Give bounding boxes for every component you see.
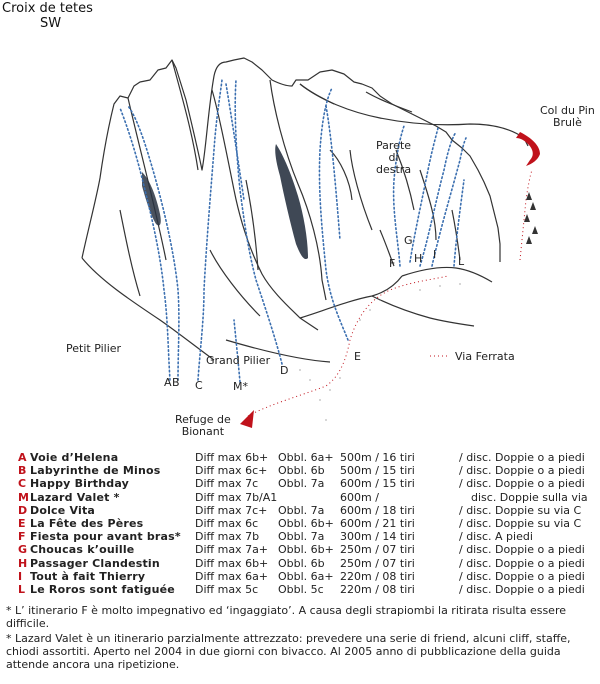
parete-label-3: destra xyxy=(376,163,412,176)
route-letter: M xyxy=(18,490,29,504)
route-marker-f: F xyxy=(389,257,396,270)
route-name: La Fête des Pères xyxy=(30,516,144,530)
route-name: Passager Clandestin xyxy=(30,556,160,570)
route-diff: Diff max 7c+ xyxy=(195,503,268,517)
route-row xyxy=(14,557,600,570)
route-descent: / disc. Doppie o a piedi xyxy=(459,582,585,596)
route-line-e xyxy=(319,88,348,340)
route-diff: Diff max 6b+ xyxy=(195,556,269,570)
route-row xyxy=(14,517,600,530)
refuge-label-2: Bionant xyxy=(181,425,225,438)
route-diff: Diff max 6c+ xyxy=(195,464,268,478)
route-obbl: Obbl. 6a+ xyxy=(278,451,334,464)
parete-destra-label xyxy=(376,140,411,176)
route-letter: A xyxy=(18,451,27,464)
route-length: 250m / 07 tiri xyxy=(340,543,415,557)
parete-label-1: Parete xyxy=(376,139,412,152)
route-letter: E xyxy=(18,516,26,530)
col-du-pin-label-2: Brulè xyxy=(552,116,582,129)
route-length: 220m / 08 tiri xyxy=(340,569,415,583)
parete-label-2: di xyxy=(388,151,399,164)
route-marker-e: E xyxy=(354,350,361,363)
route-marker-h: H xyxy=(414,252,423,265)
route-letter: H xyxy=(18,556,28,570)
route-descent: disc. Doppie sulla via xyxy=(471,490,588,504)
route-row xyxy=(14,451,600,464)
route-length: 600m / xyxy=(340,490,379,504)
route-list xyxy=(14,451,600,596)
route-obbl: Obbl. 7a xyxy=(278,503,325,517)
route-length: 500m / 15 tiri xyxy=(340,464,415,478)
topo-title xyxy=(2,1,93,31)
route-marker-c: C xyxy=(195,379,203,392)
route-row xyxy=(14,570,600,583)
route-line-h xyxy=(420,132,456,266)
route-length: 500m / 16 tiri xyxy=(340,451,415,464)
route-descent: / disc. Doppie su via C xyxy=(459,516,582,530)
route-diff: Diff max 6a+ xyxy=(195,569,269,583)
route-diff: Diff max 7b xyxy=(195,530,260,544)
via-ferrata-label: Via Ferrata xyxy=(455,350,515,363)
route-descent: / disc. Doppie o a piedi xyxy=(459,569,585,583)
route-obbl: Obbl. 7a xyxy=(278,477,325,491)
route-marker-m: M* xyxy=(233,380,248,393)
route-length: 300m / 14 tiri xyxy=(340,530,415,544)
route-name: Dolce Vita xyxy=(30,503,96,517)
route-obbl: Obbl. 6b xyxy=(278,464,325,478)
footnotes xyxy=(6,604,594,672)
grand-pilier-label: Grand Pilier xyxy=(206,354,271,367)
route-name: Choucas k’ouille xyxy=(30,543,135,557)
route-name: Le Roros sont fatiguée xyxy=(30,582,175,596)
mountain-outline xyxy=(82,58,528,362)
route-line-m xyxy=(234,320,240,382)
col-du-pin-label xyxy=(540,105,595,129)
route-name: Happy Birthday xyxy=(30,477,129,491)
route-letter: D xyxy=(18,503,28,517)
route-diff: Diff max 7a+ xyxy=(195,543,269,557)
route-line-b xyxy=(128,106,179,380)
route-name: Voie d’Helena xyxy=(30,451,119,464)
route-obbl: Obbl. 5c xyxy=(278,582,324,596)
route-obbl: Obbl. 6b+ xyxy=(278,516,334,530)
approach-scree xyxy=(299,283,461,421)
route-obbl: Obbl. 6b xyxy=(278,556,325,570)
route-obbl: Obbl. 6b+ xyxy=(278,543,334,557)
route-name: Labyrinthe de Minos xyxy=(30,464,161,478)
route-length: 600m / 21 tiri xyxy=(340,516,415,530)
route-name: Fiesta pour avant bras* xyxy=(30,530,181,544)
col-du-pin-label-1: Col du Pin xyxy=(540,104,595,117)
route-line-g xyxy=(410,128,438,262)
route-letter: L xyxy=(18,582,26,596)
route-letter: I xyxy=(18,569,23,583)
route-diff: Diff max 6c xyxy=(195,516,259,530)
route-descent: / disc. A piedi xyxy=(459,530,533,544)
route-descent: / disc. Doppie o a piedi xyxy=(459,543,585,557)
route-marker-a: A xyxy=(164,376,172,389)
route-diff: Diff max 7b/A1 xyxy=(195,490,278,504)
refuge-marker-icon xyxy=(240,410,254,428)
refuge-label-1: Refuge de xyxy=(175,413,231,426)
route-letter: F xyxy=(18,530,26,544)
route-descent: / disc. Doppie o a piedi xyxy=(459,556,585,570)
dark-rock-band-center xyxy=(275,144,308,259)
col-arrow-icon xyxy=(516,132,540,166)
route-row xyxy=(14,464,600,477)
route-row xyxy=(14,504,600,517)
route-line-i xyxy=(432,138,466,266)
route-diff: Diff max 7c xyxy=(195,477,259,491)
route-marker-d: D xyxy=(280,364,289,377)
title-line2: SW xyxy=(40,16,62,31)
route-length: 600m / 15 tiri xyxy=(340,477,415,491)
route-diff: Diff max 5c xyxy=(195,582,259,596)
route-letter: G xyxy=(18,543,28,557)
route-row xyxy=(14,530,600,543)
footnote-lazard-valet: * Lazard Valet è un itinerario parzialmente attrezzato: prevedere una serie di friend, alcuni cliff, staffe, chiodi assortiti. Aperto nel 2004 in due giorni con bivacco. Al 2005 anno di pubblicazione della guida attende ancora una ripetizione. xyxy=(6,631,571,672)
route-row xyxy=(14,491,600,504)
route-obbl: Obbl. 6a+ xyxy=(278,569,334,583)
route-marker-b: B xyxy=(172,376,180,389)
route-line-e2 xyxy=(326,106,340,240)
route-descent: / disc. Doppie o a piedi xyxy=(459,477,585,491)
refuge-label xyxy=(175,414,231,438)
footnote-route-f: * L’ itinerario F è molto impegnativo ed ‘ingaggiato’. A causa degli strapiombi la ritirata risulta essere difficile. xyxy=(6,604,566,631)
route-letter: C xyxy=(18,477,27,491)
route-length: 600m / 18 tiri xyxy=(340,503,415,517)
route-marker-g: G xyxy=(404,234,413,247)
route-diff: Diff max 6b+ xyxy=(195,451,269,464)
route-descent: / disc. Doppie o a piedi xyxy=(459,451,585,464)
route-obbl: Obbl. 7a xyxy=(278,530,325,544)
route-name: Lazard Valet * xyxy=(30,490,120,504)
route-row xyxy=(14,583,600,596)
route-marker-l: L xyxy=(458,255,465,268)
route-length: 250m / 07 tiri xyxy=(340,556,415,570)
route-descent: / disc. Doppie su via C xyxy=(459,503,582,517)
route-marker-i: I xyxy=(433,248,437,261)
route-row xyxy=(14,477,600,490)
route-letter: B xyxy=(18,464,27,478)
route-row xyxy=(14,543,600,556)
route-name: Tout à fait Thierry xyxy=(30,569,146,583)
title-line1: Croix de tetes xyxy=(2,1,93,16)
route-line-c xyxy=(198,80,222,380)
petit-pilier-label: Petit Pilier xyxy=(66,342,122,355)
route-length: 220m / 08 tiri xyxy=(340,582,415,596)
route-descent: / disc. Doppie o a piedi xyxy=(459,464,585,478)
trees-icon xyxy=(524,192,538,244)
